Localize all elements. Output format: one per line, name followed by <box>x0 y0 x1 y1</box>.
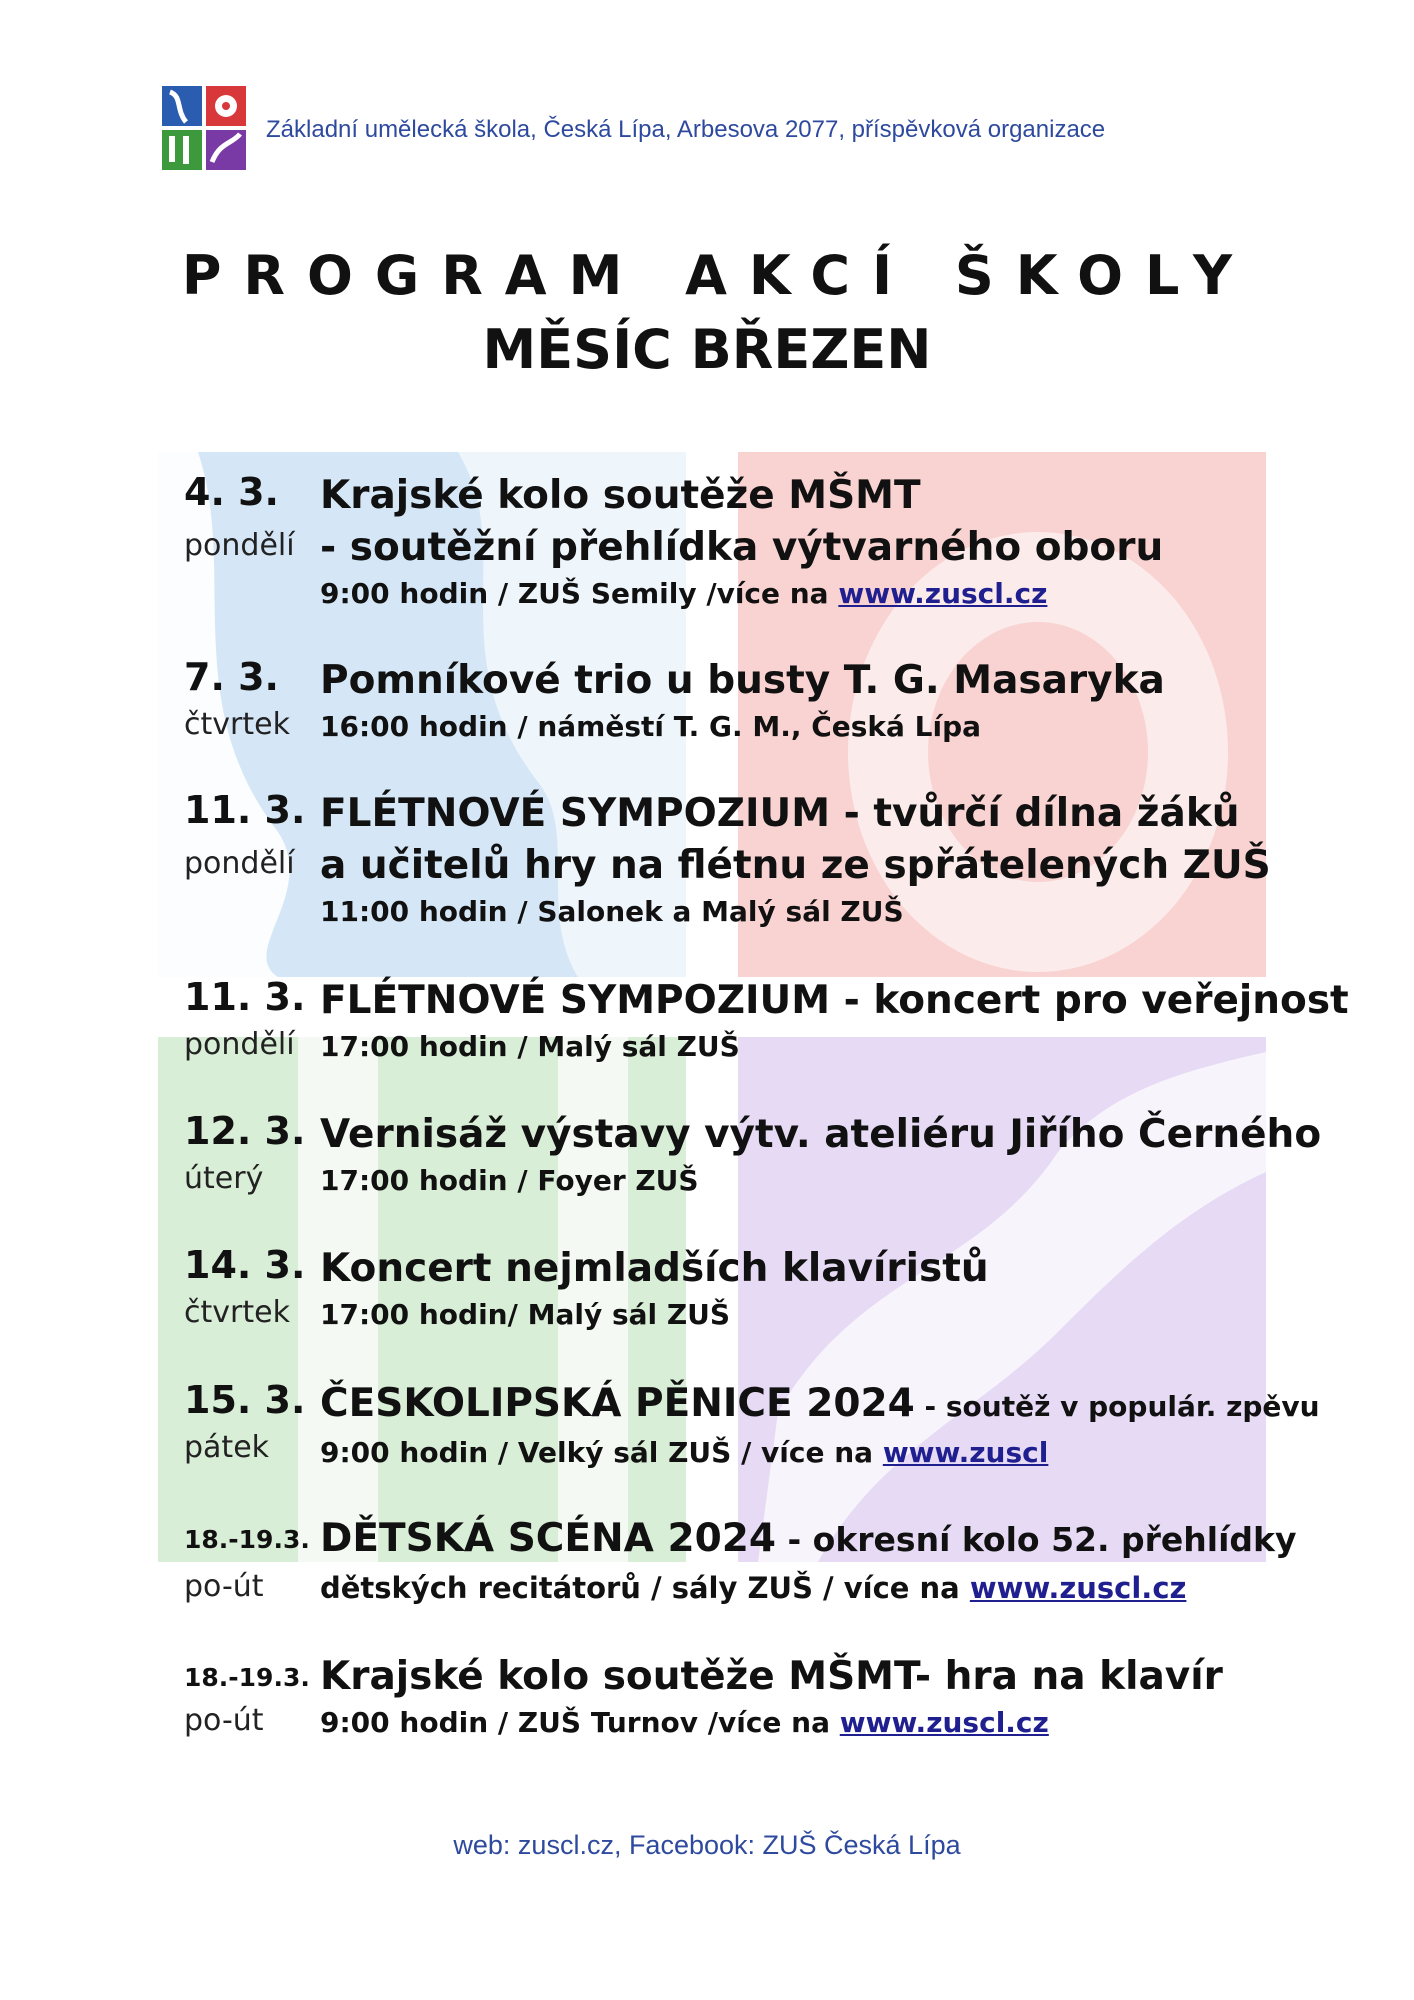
event-title: DĚTSKÁ SCÉNA 2024 <box>320 1516 776 1561</box>
event-title: Krajské kolo soutěže MŠMT- hra na klavír <box>320 1654 1223 1699</box>
school-logo-icon <box>162 86 246 170</box>
event-date: 11. 3. <box>184 788 306 832</box>
event-detail: 17:00 hodin / Foyer ZUŠ <box>320 1164 699 1197</box>
event-day: po-út <box>184 1703 264 1738</box>
event-detail: 11:00 hodin / Salonek a Malý sál ZUŠ <box>320 895 904 928</box>
event-date: 14. 3. <box>184 1243 306 1287</box>
event-day: pondělí <box>184 1027 295 1062</box>
event-title: Vernisáž výstavy výtv. ateliéru Jiřího Černého <box>320 1112 1322 1157</box>
page-title: PROGRAM AKCÍ ŠKOLY <box>181 244 1255 307</box>
event-detail: 9:00 hodin / ZUŠ Semily /více na <box>320 577 839 610</box>
event-day: pondělí <box>184 528 295 563</box>
event-detail: 9:00 hodin / ZUŠ Turnov /více na <box>320 1706 840 1739</box>
event-day: čtvrtek <box>184 707 290 742</box>
event-date: 11. 3. <box>184 975 306 1019</box>
event-title: FLÉTNOVÉ SYMPOZIUM - koncert pro veřejnost <box>320 978 1349 1023</box>
event-link[interactable]: www.zuscl.cz <box>838 577 1048 610</box>
event-title-suffix: - okresní kolo 52. přehlídky <box>775 1520 1297 1559</box>
school-name: Základní umělecká škola, Česká Lípa, Arbesova 2077, příspěvková organizace <box>266 116 1106 143</box>
event-day: pátek <box>184 1430 270 1465</box>
page-subtitle: MĚSÍC BŘEZEN <box>482 318 932 381</box>
footer-contact: web: zuscl.cz, Facebook: ZUŠ Česká Lípa <box>453 1830 961 1860</box>
event-link[interactable]: www.zuscl.cz <box>969 1571 1187 1605</box>
event-title: ČESKOLIPSKÁ PĚNICE 2024 <box>320 1381 915 1426</box>
event-date: 4. 3. <box>184 470 279 514</box>
event-day: pondělí <box>184 846 295 881</box>
event-detail: 9:00 hodin / Velký sál ZUŠ / více na <box>320 1436 883 1469</box>
event-date: 18.-19.3. <box>184 1663 310 1692</box>
event-day: čtvrtek <box>184 1295 290 1330</box>
event-title-suffix: - soutěž v populár. zpěvu <box>914 1390 1320 1423</box>
event-date: 18.-19.3. <box>184 1525 310 1554</box>
event-date: 7. 3. <box>184 655 279 699</box>
event-title-continued: - soutěžní přehlídka výtvarného oboru <box>320 525 1164 570</box>
event-title-continued: a učitelů hry na flétnu ze spřátelených ZUŠ <box>320 843 1271 888</box>
event-date: 12. 3. <box>184 1109 306 1153</box>
event-detail: 17:00 hodin/ Malý sál ZUŠ <box>320 1298 731 1331</box>
event-title: FLÉTNOVÉ SYMPOZIUM - tvůrčí dílna žáků <box>320 791 1240 836</box>
event-title: Pomníkové trio u busty T. G. Masaryka <box>320 658 1165 703</box>
event-link[interactable]: www.zuscl.cz <box>839 1706 1049 1739</box>
event-day: po-út <box>184 1569 264 1604</box>
event-detail: 17:00 hodin / Malý sál ZUŠ <box>320 1030 740 1063</box>
event-date: 15. 3. <box>184 1378 306 1422</box>
event-title: Koncert nejmladších klavíristů <box>320 1246 989 1291</box>
event-title: Krajské kolo soutěže MŠMT <box>320 473 921 518</box>
event-day: úterý <box>184 1161 264 1196</box>
event-detail: dětských recitátorů / sály ZUŠ / více na <box>320 1571 970 1605</box>
event-link[interactable]: www.zuscl <box>882 1436 1049 1469</box>
event-detail: 16:00 hodin / náměstí T. G. M., Česká Lípa <box>320 710 982 743</box>
